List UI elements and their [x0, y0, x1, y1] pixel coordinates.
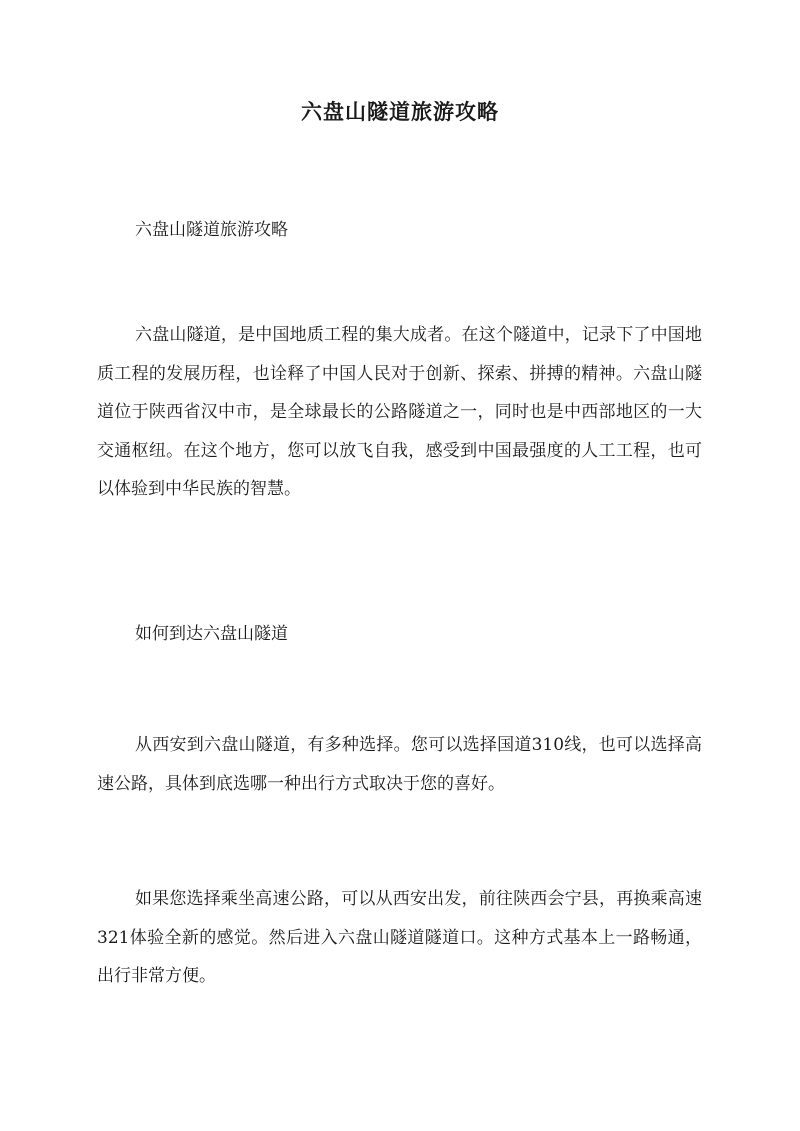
section-heading-route: 如何到达六盘山隧道 [135, 624, 288, 644]
route-paragraph-1: 从西安到六盘山隧道，有多种选择。您可以选择国道310线，也可以选择高速公路，具体到底选哪一种出行方式取决于您的喜好。 [97, 735, 702, 794]
intro-paragraph: 六盘山隧道，是中国地质工程的集大成者。在这个隧道中，记录下了中国地质工程的发展历程，也诠释了中国人民对于创新、探索、拼搏的精神。六盘山隧道位于陕西省汉中市，是全球最长的公路隧道之一，同时也是中西部地区的一大交通枢纽。在这个地方，您可以放飞自我，感受到中国最强度的人工工程，也可以体验到中华民族的智慧。 [97, 325, 702, 499]
route-paragraph-2: 如果您选择乘坐高速公路，可以从西安出发，前往陕西会宁县，再换乘高速321体验全新的感觉。然后进入六盘山隧道隧道口。这种方式基本上一路畅通，出行非常方便。 [97, 889, 702, 986]
document-title: 六盘山隧道旅游攻略 [301, 99, 499, 124]
section-heading-guide: 六盘山隧道旅游攻略 [135, 220, 288, 240]
